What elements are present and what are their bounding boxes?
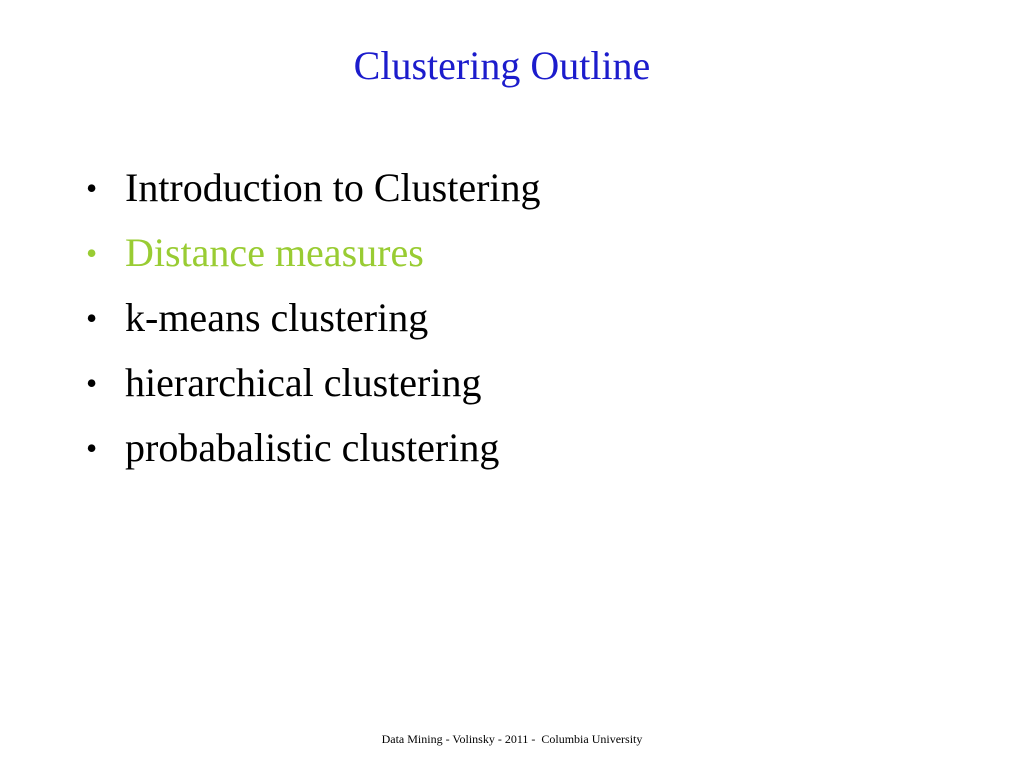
bullet-icon: • (86, 430, 98, 466)
bullet-icon: • (86, 235, 98, 271)
bullet-text: k-means clustering (125, 295, 429, 340)
bullet-icon: • (86, 170, 98, 206)
slide-footer: Data Mining - Volinsky - 2011 - Columbia University (381, 732, 643, 746)
bullet-icon: • (86, 365, 98, 401)
bullet-text: probabalistic clustering (125, 425, 500, 470)
bullet-text: hierarchical clustering (125, 360, 482, 405)
bullet-text: Introduction to Clustering (125, 165, 541, 210)
slide-title: Clustering Outline (353, 43, 651, 88)
bullet-icon: • (86, 300, 98, 336)
bullet-text: Distance measures (125, 230, 424, 275)
